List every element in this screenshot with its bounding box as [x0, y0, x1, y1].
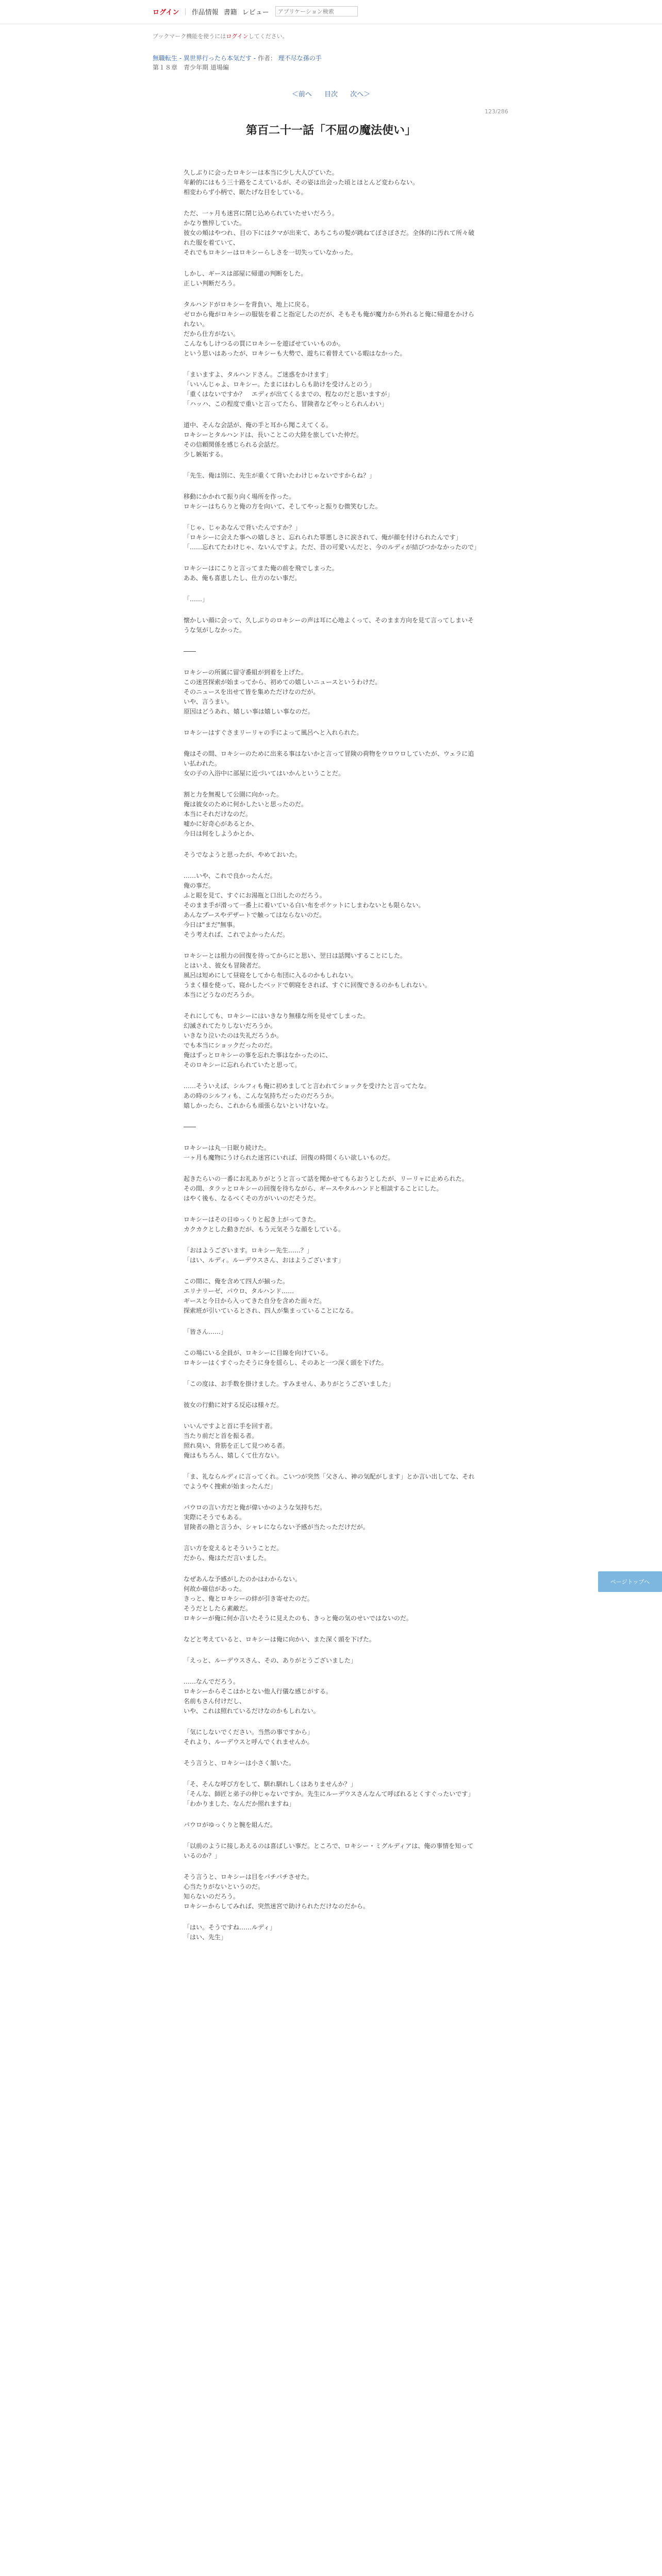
chapter-paragraph: 言い方を変えるとそういうことだ。 だから、俺はただ言いました。 [184, 1545, 283, 1562]
breadcrumb-novel-row [153, 54, 514, 63]
chapter-paragraph: 俺はその間、ロキシーのために出来る事はないかと言って冒険の荷物をウロウロしていたが、ウェラに追い払われた。 女の子の入浴中に部屋に近づいてはいかんということだ。 [184, 750, 474, 777]
chapter-paragraph: 久しぶりに会ったロキシーは本当に少し大人びていた。 年齢的にはもう三十路をこえているが、その姿は出会った頃とほとんど変わらない。 相変わらず小柄で、眠たげな目をしている。 [184, 169, 419, 196]
chapter-paragraph: 「気にしないでください。当然の事ですから」 それより、ルーデウスと呼んでくれませんか。 [184, 1728, 314, 1745]
chapter-paragraph: ……そういえば、シルフィも俺に初めましてと言われてショックを受けたと言ってたな。 あの時のシルフィも、こんな気持ちだったのだろうか。 嬉しかったら、これからも頑張らないといけないな。 [184, 1082, 431, 1109]
page-top-button[interactable]: ページトップへ [598, 1571, 662, 1592]
chapter-paragraph: なぜあんな予感がしたのかはわからない。 何故か確信があった。 きっと、俺とロキシーの絆が引き寄せたのだ。 そうだとしたら素敵だ。 ロキシーが俺に何か言いたそうに見えたのも、きっと俺の気のせいではないのだ。 [184, 1575, 412, 1622]
chapter-paragraph: パウロがゆっくりと腕を組んだ。 [184, 1821, 276, 1828]
nav-link-info[interactable]: 作品情報 [191, 8, 219, 16]
login-link[interactable]: ログイン [153, 8, 179, 16]
chapter-paragraph: ただ、一ヶ月も迷宮に閉じ込められていたせいだろう。 かなり憔悴していた。 彼女の頬はやつれ、目の下にはクマが出来て、あちこちの髪が跳ねてぼさぼさだ。全体的に汚れて所々破れた服を着ていて、 それでもロキシーはロキシーらしさを一切失っていなかった。 [184, 210, 475, 256]
chapter-paragraph: 「まいますよ、タルハンドさん。ご迷惑をかけます」 「いいんじゃよ、ロキシー。たまにはわしらも助けを受けんとのう」 「重くはないですか？ エディが出てくるまでの、程なのだと思いますが」 「ハッハ、この程度で重いと言ってたら、冒険者などやっとられんわい」 [184, 371, 393, 408]
nav-divider: | [184, 7, 187, 15]
chapter-paragraph: そうでなようと思ったが、やめておいた。 [184, 851, 302, 858]
chapter-paragraph: ロキシーはすぐさまリーリャの手によって風呂へと入れられた。 [184, 729, 363, 736]
chapter-paragraph: そう言うと、ロキシーは目をパチパチさせた。 心当たりがないというのだ。 知らないのだろう。 ロキシーからしてみれば、突然迷宮で助けられただけなのだから。 [184, 1873, 369, 1910]
chapter-paragraph: 「おはようございます。ロキシー先生……？」 「はい、ルディ。ルーデウスさん、おはようございます」 [184, 1247, 344, 1264]
chapter-paragraph: 「ま、礼ならルディに言ってくれ。こいつが突然「父さん、神の気配がします」とか言い出してな、それでようやく捜索が始まったんだ」 [184, 1473, 475, 1490]
prev-chapter-link[interactable]: ＜前へ [291, 91, 312, 98]
nav-link-books[interactable]: 書籍 [223, 8, 237, 16]
chapter-paragraph: 起きたらいの一番にお礼ありがとうと言って話を聞かせてもらおうとしたが、リーリャに止められた。 その間、タラッとロキシーの回復を待ちながら、ギースやタルハンドと相談することにした。 はやく後も、なるべくその方がいいのだそうだ。 [184, 1175, 468, 1202]
chapter-navigation [0, 89, 662, 98]
chapter-paragraph: 「えっと、ルーデウスさん、その、ありがとうございました」 [184, 1657, 357, 1664]
chapter-paragraph: 割と力を無視して公園に向かった。 俺は彼女のために何かしたいと思ったのだ。 本当にそれだけなのだ。 嘘かに好奇心があるとか、 今日は何をしようかとか、 [184, 791, 308, 837]
bookmark-notice-prefix: ブックマーク機能を使うには [153, 33, 226, 40]
chapter-paragraph: いいんですよと首に手を回す者。 当たり前だと首を振る者。 照れ臭い、背筋を正して見つめる者。 俺はもちろん、嬉しくて仕方ない。 [184, 1422, 289, 1459]
chapter-paragraph: それにしても、ロキシーにはいきなり無様な所を見せてしまった。 幻滅されてたりしないだろうか。 いきなり泣いたのは失礼だろうか。 でも本当にショックだったのだ。 俺はずっとロキシーの事を忘れた事はなかったのに、 そのロキシーに忘れられていたと思って。 [184, 1012, 369, 1069]
top-nav-links [153, 6, 358, 16]
chapter-paragraph: 移動にかかれて振り向く場所を作った。 ロキシーはちらりと俺の方を向いて、そしてやっと振りむ微笑むした。 [184, 493, 382, 510]
chapter-paragraph: ―― [184, 1123, 196, 1130]
chapter-paragraph: ロキシーはその日ゆっくりと起き上がってきた。 カクカクとした動きだが、もう元気そうな顔をしている。 [184, 1216, 345, 1233]
chapter-paragraph: ロキシーとは根力の回復を待ってからにと思い、翌日は話聞いすることにした。 とはいえ、彼女も冒険者だ。 風呂は短めにして昼寝をしてから布団に入るのかもしれない。 うまく様を使って、寝かしたベッドで朝寝をされば、すぐに回復できるのかもしれない。 本当にどうなのだろうか。 [184, 952, 431, 998]
chapter-paragraph: この場にいる全員が、ロキシーに目線を向けている。 ロキシーはくすぐったそうに身を揺らし、そのあと一つ深く頭を下げた。 [184, 1349, 388, 1366]
chapter-paragraph: ロキシーはにこりと言ってまた俺の前を飛でしまった。 ああ、俺も喜恵したし、仕方のない事だ。 [184, 565, 338, 582]
chapter-paragraph: 「先生、俺は別に、先生が重くて背いたわけじゃないですからね？」 [184, 472, 376, 479]
author-label: 作者： [257, 55, 276, 62]
top-navigation-bar [0, 0, 662, 24]
chapter-paragraph: 「この度は、お手数を掛けました。すみません、ありがとうございました」 [184, 1380, 394, 1387]
novel-title-link[interactable]: 無職転生 - 異世界行ったら本気だす - [153, 55, 256, 62]
section-title: 第１８章 青少年期 道場編 [153, 64, 229, 71]
chapter-paragraph: ロキシーは丸一日眠り続けた。 一ヶ月も魔物にうけられた迷宮にいれば、回復の時間くらい欲しいものだ。 [184, 1144, 394, 1161]
chapter-paragraph: 「皆さん……」 [184, 1328, 227, 1335]
chapter-paragraph: 「……」 [184, 596, 209, 603]
table-of-contents-link[interactable]: 目次 [324, 91, 338, 98]
bookmark-login-link[interactable]: ログイン [226, 33, 249, 40]
next-chapter-link[interactable]: 次へ＞ [350, 91, 371, 98]
chapter-paragraph: 道中、そんな会話が、俺の手と耳から聞こえてくる。 ロキシーとタルハンドは、長いことこの大陸を旅していた仲だ。 その信頼関係を感じられる会話だ。 少し嫉妬する。 [184, 421, 363, 458]
chapter-paragraph: ……なんでだろう。 ロキシーからそこはかとない他人行儀な感じがする。 名前もさん付けだし、 いや、これは照れているだけなのかもしれない。 [184, 1678, 332, 1715]
bookmark-notice [153, 32, 514, 40]
search-input[interactable] [275, 6, 358, 16]
chapter-paragraph: ロキシーの所属に留守番組が到着を上げた。 この迷宮探索が始まってから、初めての嬉しいニュースというわけだ。 そのニュースを出せて皆を集めただけなのだが。 いや、言うまい。 原因はどうあれ、嬉しい事は嬉しい事なのだ。 [184, 669, 382, 715]
chapter-paragraph: パウロの言い方だと俺が偉いかのような気持ちだ。 実際にそうでもある。 冒険者の勘と言うか、シャレにならない予感が当たっただけだが。 [184, 1504, 369, 1531]
chapter-paragraph: この間に、俺を含めて四人が揃った。 エリナリーゼ、パウロ、タルハンド…… ギースと今日から入ってきた自分を含めた面々だ。 探索班が引いているとされ、四人が集まっていることになる。 [184, 1278, 357, 1314]
chapter-paragraph: などと考えていると、ロキシーは俺に向かい、また深く頭を下げた。 [184, 1636, 375, 1643]
nav-link-reviews[interactable]: レビュー [242, 8, 269, 16]
chapter-body [184, 168, 481, 1954]
chapter-paragraph: タルハンドがロキシーを背負い、地上に戻る。 ゼロから俺がロキシーの服装を着こと指定したのだが、そもそも俺が魔力から外れると俺に帰還をかけられない。 だから仕方がない。 こんなもしけつるの買にロキシーを遊ばせていいものか。 という思いはあったが、ロキシーも大勢で、遊ちに着替えている暇はなかった。 [184, 301, 474, 357]
page-number: 123/286 [485, 108, 508, 115]
chapter-paragraph: ―― [184, 648, 196, 655]
chapter-paragraph: 彼女の行動に対する反応は様々だ。 [184, 1401, 283, 1409]
chapter-paragraph: ……いや、これで良かったんだ。 俺の事だ。 ふと眼を見て、すぐにお湯瓶と口出したのだろう。 そのまま手が滑って一番上に着いている白い布をポケットにしまわないとも限らない。 あんなプースやデザートで触ってはならないのだ。 今日は"まだ"無事。 そう考えれば、これでよかったんだ。 [184, 872, 425, 938]
chapter-paragraph: 「はい。そうですね……ルディ」 「はい、先生」 [184, 1924, 276, 1941]
chapter-paragraph: 「じゃ、じゃあなんで背いたんですか？」 「ロキシーに会えた事への嬉しさと、忘れられた罪悪しさに涙されて、俺が顔を付けられたんです」 「……忘れてたわけじゃ、ないんですよ。ただ、昔の可愛いんだと、今のルディが結びつかなかったので」 [184, 524, 481, 551]
chapter-paragraph: 「以前のように接しあえるのは喜ばしい事だ。ところで、ロキシー・ミグルディアは、俺の事情を知っているのか？」 [184, 1842, 474, 1859]
chapter-paragraph: 「そ、そんな呼び方をして、馴れ馴れしくはありませんか？」 「そんな、師匠と弟子の仲じゃないですか。先生にルーデウスさんなんて呼ばれるとくすぐったいです」 「わかりました、なんだか照れますね」 [184, 1781, 474, 1807]
chapter-title: 第百二十一話「不屈の魔法使い」 [245, 124, 416, 137]
chapter-paragraph: しかし、ギースは部屋に帰還の判断をした。 正しい判断だろう。 [184, 270, 307, 287]
chapter-paragraph: 懐かしい顔に会って、久しぶりのロキシーの声は耳に心地よくって、そのまま方向を見て言ってしまいそうな気がしなかった。 [184, 617, 474, 634]
breadcrumb [153, 54, 514, 72]
author-link[interactable]: 理不尽な孫の手 [278, 55, 322, 62]
bookmark-notice-suffix: してください。 [248, 33, 288, 40]
chapter-paragraph: そう言うと、ロキシーは小さく頷いた。 [184, 1759, 295, 1767]
